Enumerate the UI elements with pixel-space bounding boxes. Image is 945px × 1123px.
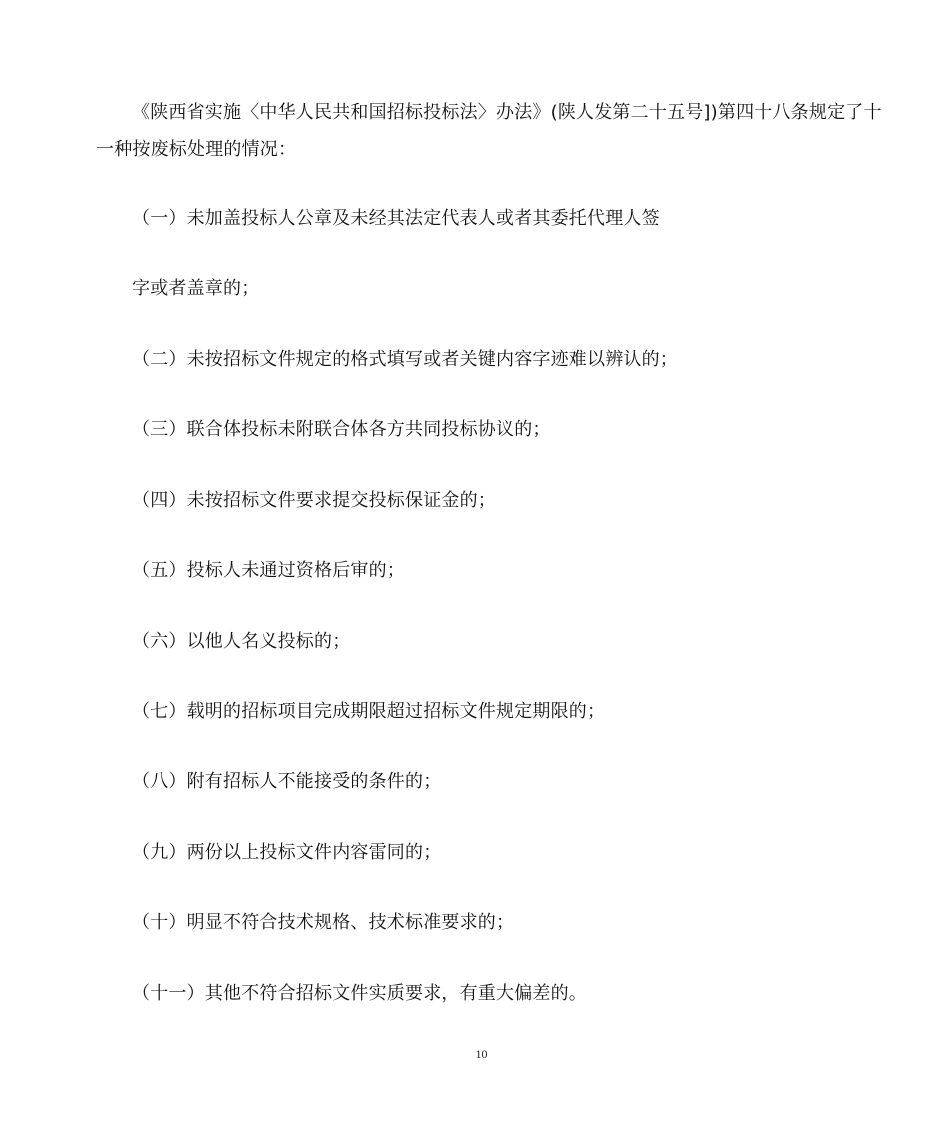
list-item-1: （一）未加盖投标人公章及未经其法定代表人或者其委托代理人签 (132, 208, 660, 229)
list-item-10: （十）明显不符合技术规格、技术标准要求的； (132, 912, 515, 933)
list-item-2: （二）未按招标文件规定的格式填写或者关键内容字迹难以辨认的； (132, 349, 678, 370)
page-number: 10 (475, 1047, 488, 1061)
list-item-11: （十一）其他不符合招标文件实质要求，有重大偏差的。 (132, 983, 587, 1004)
list-item-7: （七）载明的招标项目完成期限超过招标文件规定期限的； (132, 701, 606, 722)
intro-paragraph: 《陕西省实施〈中华人民共和国招标投标法〉办法》(陕人发第二十五号])第四十八条规定了十一种按废标处理的情况： (96, 102, 882, 160)
list-item-1-continuation: 字或者盖章的； (132, 278, 260, 299)
list-item-5: （五）投标人未通过资格后审的； (132, 560, 405, 581)
list-item-3: （三）联合体投标未附联合体各方共同投标协议的； (132, 419, 551, 440)
list-item-8: （八）附有招标人不能接受的条件的； (132, 771, 442, 792)
list-item-4: （四）未按招标文件要求提交投标保证金的； (132, 490, 496, 511)
list-item-9: （九）两份以上投标文件内容雷同的； (132, 842, 442, 863)
list-item-6: （六）以他人名义投标的； (132, 631, 351, 652)
